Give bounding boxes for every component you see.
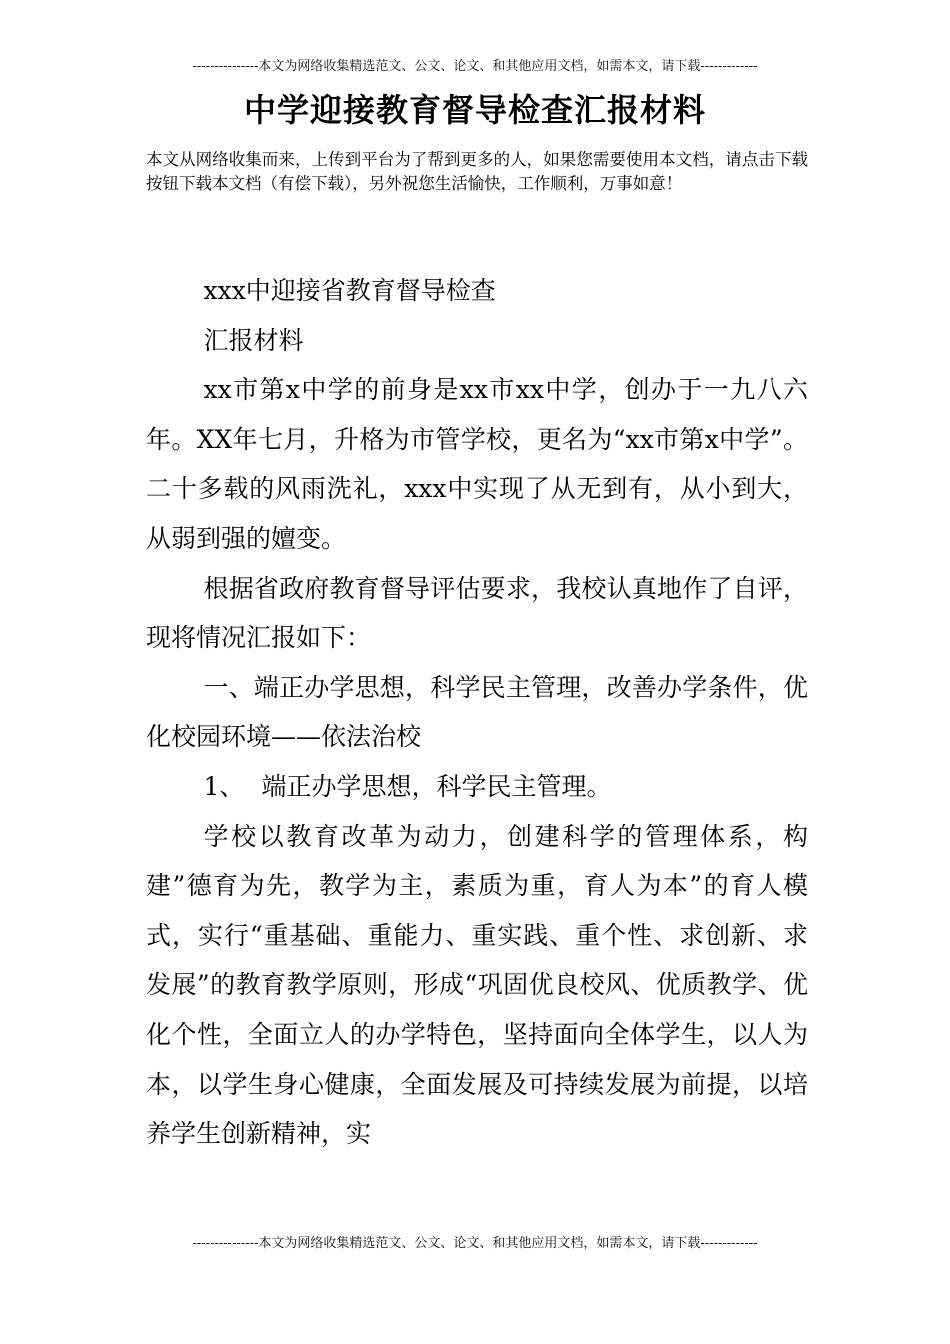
item-number: 1、 [203, 771, 245, 801]
body-heading-line-2: 汇报材料 [203, 325, 304, 355]
body-heading-line-1: xxx中迎接省教育督导检查 [203, 276, 496, 305]
document-title: 中学迎接教育督导检查汇报材料 [243, 91, 706, 129]
body-paragraph: 学校以教育改革为动力，创建科学的管理体系，构建”德育为先，教学为主，素质为重，育人为本”的育人模式，实行“重基础、重能力、重实践、重个性、求创新、求发展”的教育教学原则，形成“巩固优良校风、优质教学、优化个性，全面立人的办学特色，坚持面向全体学生，以人为本，以学生身心健康，全面发展及可持续发展为前提，以培养学生创新精神，实 [146, 821, 808, 1149]
document-body [146, 266, 808, 1159]
intro-notice: 本文从网络收集而来，上传到平台为了帮到更多的人，如果您需要使用本文档，请点击下载按钮下载本文档（有偿下载），另外祝您生活愉快，工作顺利，万事如意！ [146, 150, 808, 193]
item-text: 端正办学思想，科学民主管理。 [261, 771, 612, 801]
body-paragraph: xx市第x中学的前身是xx市xx中学，创办于一九八六年。XX年七月，升格为市管学校，更名为“xx市第x中学”。二十多载的风雨洗礼，xxx中实现了从无到有，从小到大，从弱到强的嬗变。 [146, 375, 808, 553]
footer-banner: ---------------本文为网络收集精选范文、公文、论文、和其他应用文档，如需本文，请下载------------- [192, 1236, 758, 1251]
body-paragraph: 根据省政府教育督导评估要求，我校认真地作了自评，现将情况汇报如下： [146, 573, 808, 653]
numbered-item [146, 762, 808, 812]
header-banner: ---------------本文为网络收集精选范文、公文、论文、和其他应用文档，如需本文，请下载------------- [192, 59, 758, 74]
section-heading: 一、端正办学思想，科学民主管理，改善办学条件，优化校园环境——依法治校 [146, 672, 808, 752]
